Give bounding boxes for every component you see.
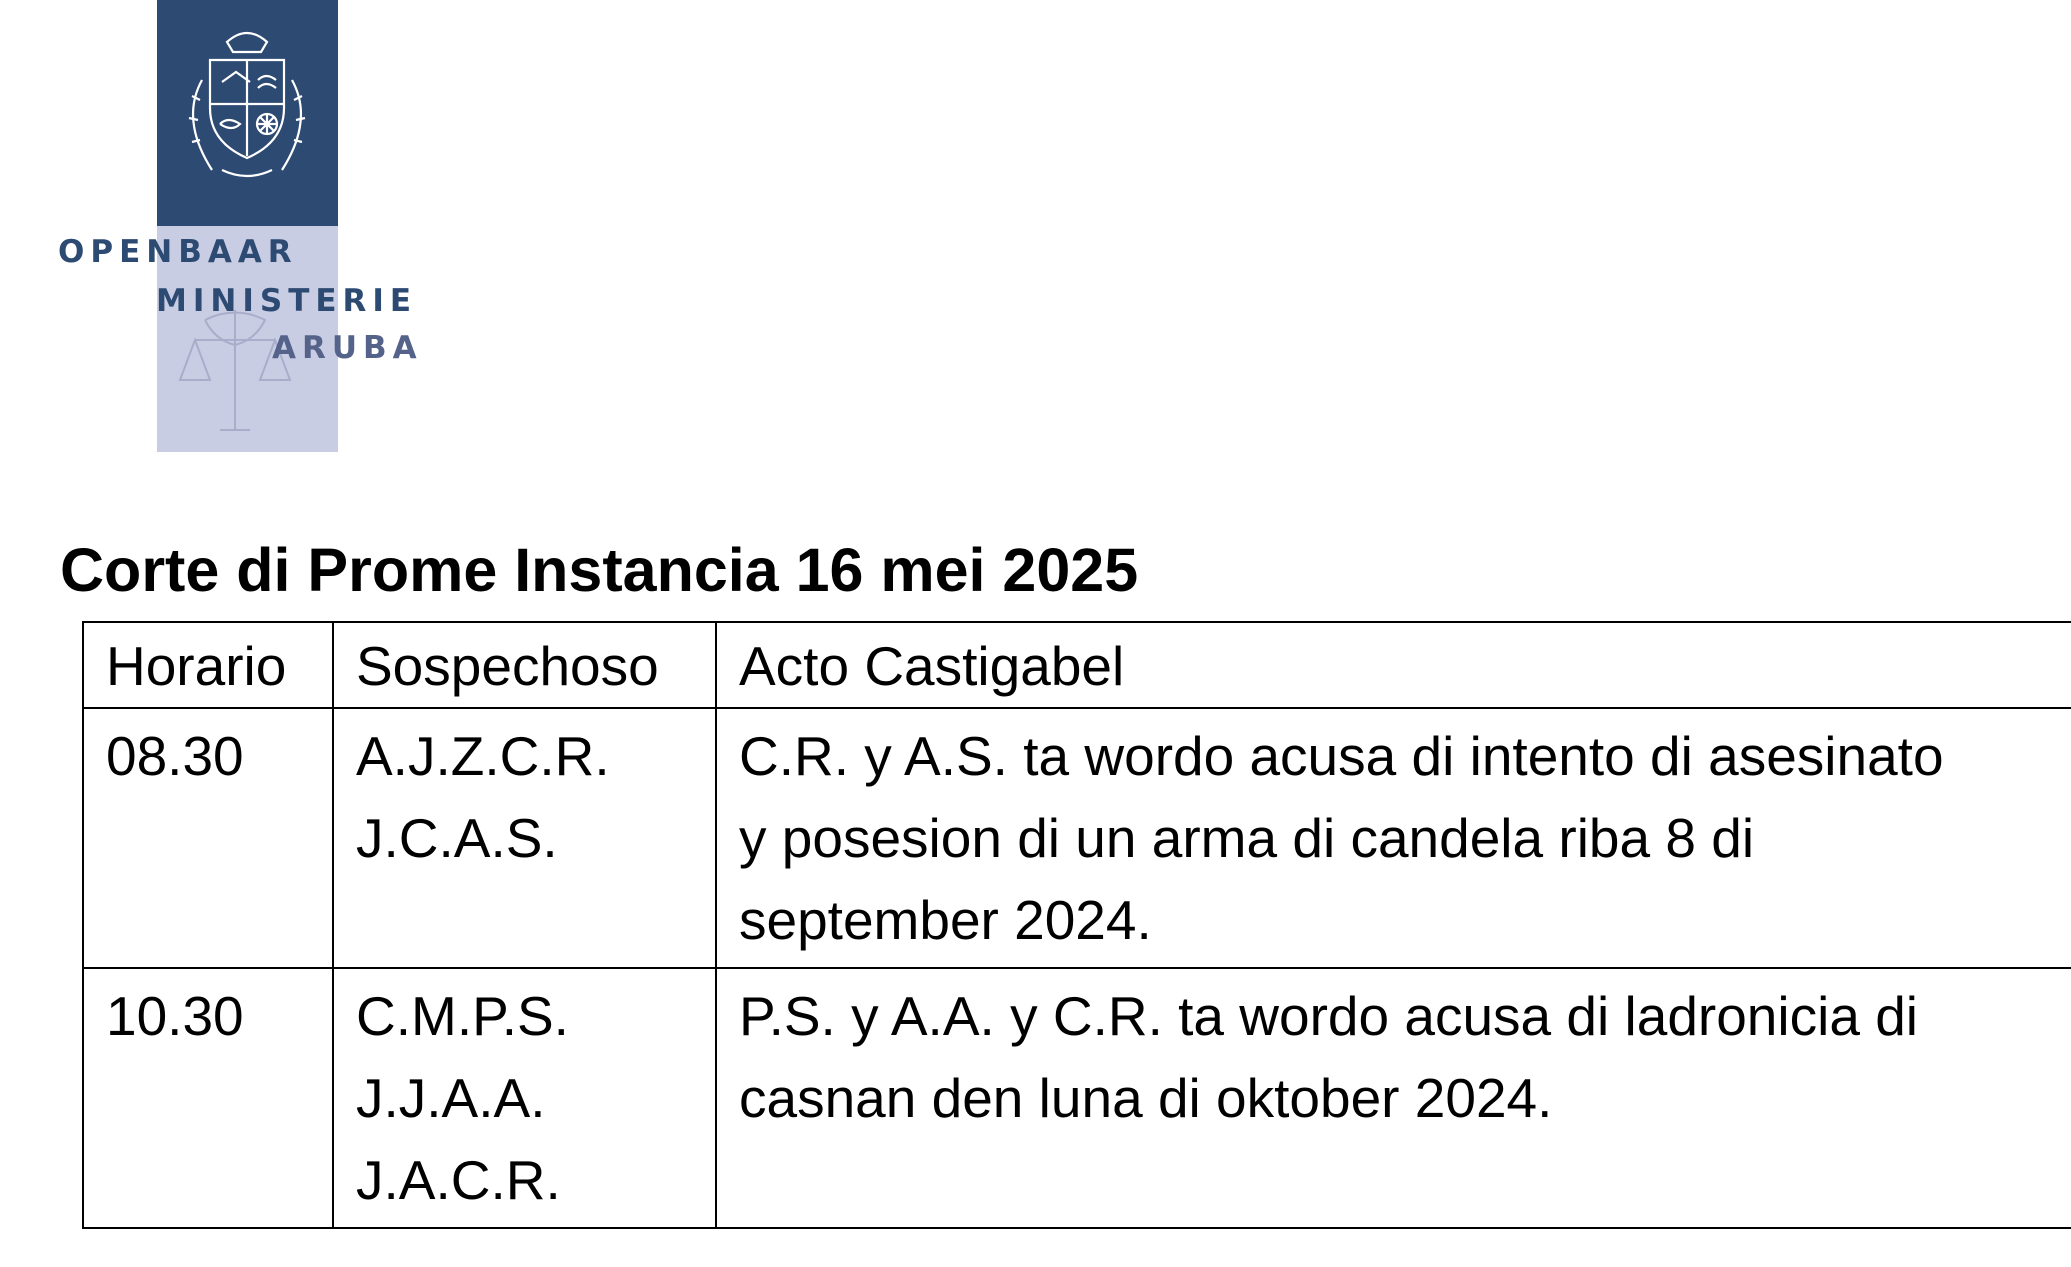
suspect-initials: A.J.Z.C.R. [356, 725, 610, 787]
charge-text-line: y posesion di un arma di candela riba 8 di [739, 807, 1755, 869]
time-value: 08.30 [106, 725, 244, 787]
charge-text-line: september 2024. [739, 889, 1152, 951]
cell-time [83, 708, 333, 968]
header-charge: Acto Castigabel [716, 622, 2071, 708]
page-title: Corte di Prome Instancia 16 mei 2025 [60, 536, 1139, 604]
header-suspect: Sospechoso [333, 622, 716, 708]
charge-text-line: casnan den luna di oktober 2024. [739, 1067, 1553, 1129]
table-header-row [83, 622, 2071, 708]
charge-text-line: C.R. y A.S. ta wordo acusa di intento di asesinato [739, 725, 1944, 787]
table-row [83, 968, 2071, 1228]
cell-charge [716, 708, 2071, 968]
suspect-initials: J.J.A.A. [356, 1067, 546, 1129]
suspect-initials: C.M.P.S. [356, 985, 569, 1047]
time-value: 10.30 [106, 985, 244, 1047]
cell-charge [716, 968, 2071, 1228]
suspect-initials: J.A.C.R. [356, 1149, 561, 1211]
logo-text-ministerie: MINISTERIE [156, 283, 418, 319]
table-row [83, 708, 2071, 968]
cell-suspects [333, 708, 716, 968]
suspect-initials: J.C.A.S. [356, 807, 558, 869]
header-time: Horario [83, 622, 333, 708]
logo-text-openbaar: OPENBAAR [58, 234, 298, 270]
hearing-schedule-table [82, 621, 2071, 1229]
coat-of-arms-icon [172, 20, 322, 190]
charge-text-line: P.S. y A.A. y C.R. ta wordo acusa di ladronicia di [739, 985, 1919, 1047]
cell-time [83, 968, 333, 1228]
justice-scales-icon [165, 300, 335, 450]
openbaar-ministerie-logo [0, 0, 480, 460]
logo-text-aruba: ARUBA [272, 330, 423, 366]
cell-suspects [333, 968, 716, 1228]
